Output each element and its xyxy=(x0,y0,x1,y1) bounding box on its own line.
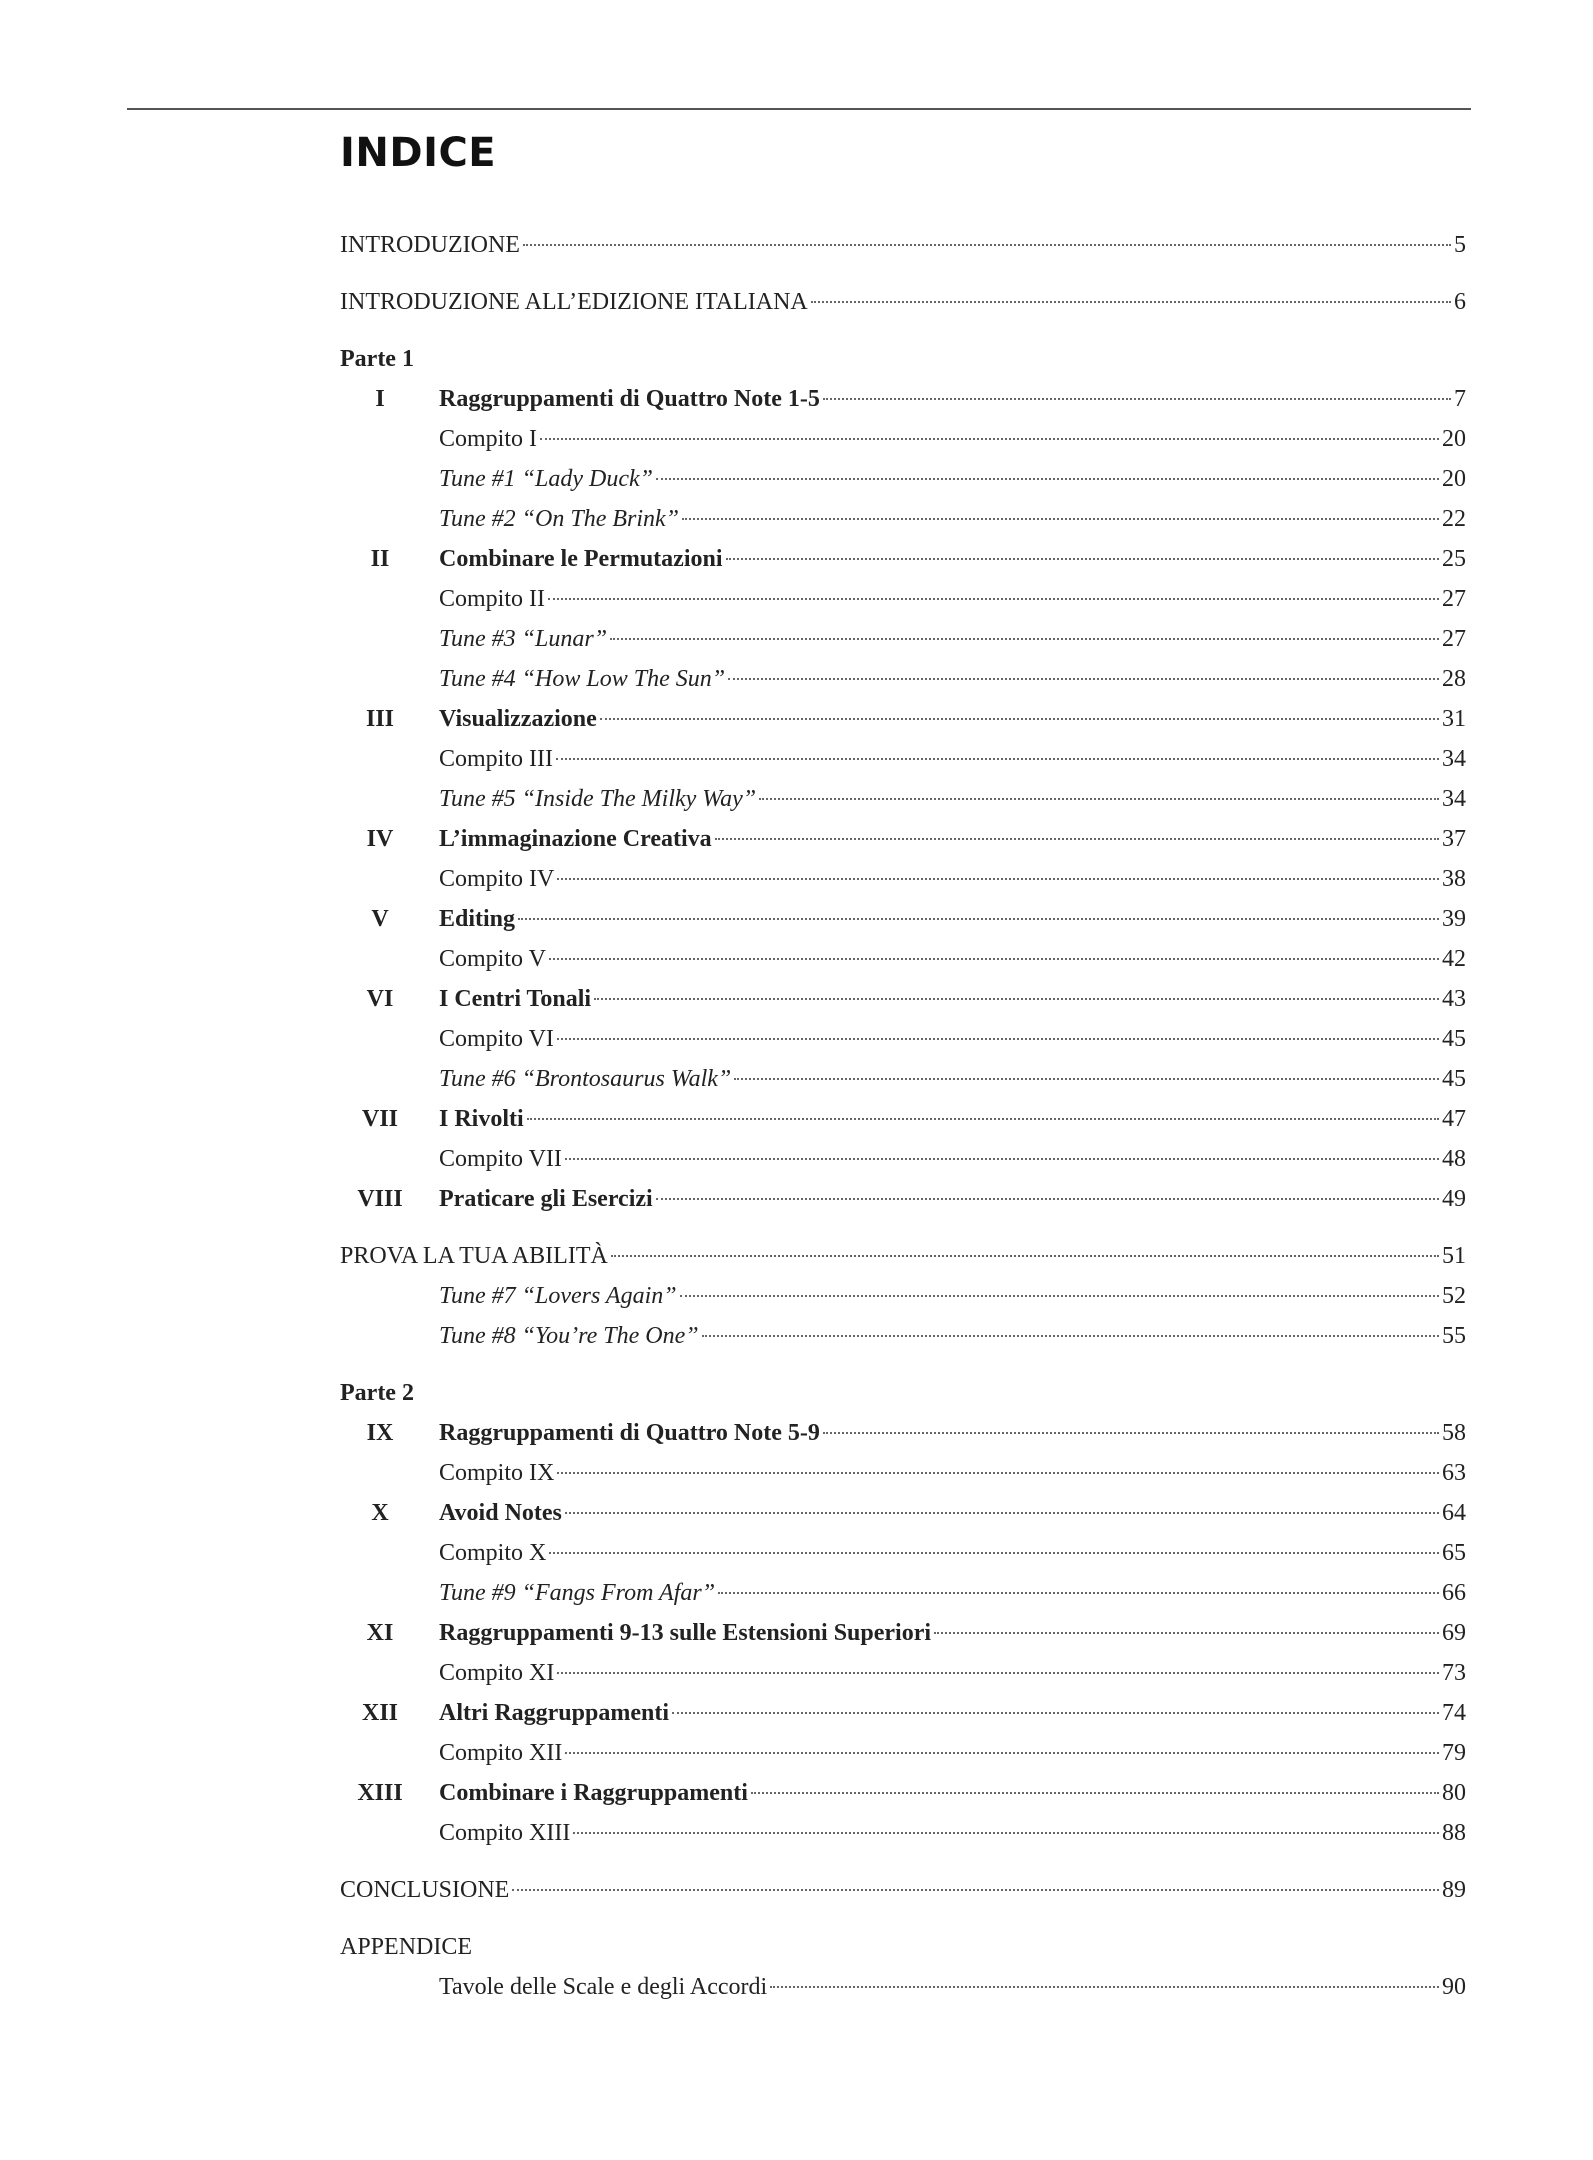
chapter-number: V xyxy=(371,906,389,932)
toc-page-number: 39 xyxy=(1442,906,1466,932)
toc-entry-title: Avoid Notes xyxy=(439,1500,562,1526)
toc-entry-title: Praticare gli Esercizi xyxy=(439,1186,653,1212)
chapter-number: X xyxy=(371,1500,389,1526)
dot-leader xyxy=(540,438,1439,440)
toc-entry-title: Tune #7 “Lovers Again” xyxy=(439,1283,677,1309)
toc-page-number: 73 xyxy=(1442,1660,1466,1686)
toc-page-number: 55 xyxy=(1442,1323,1466,1349)
toc-page-number: 69 xyxy=(1442,1620,1466,1646)
toc-entry[interactable] xyxy=(0,1813,1593,1853)
chapter-number: VII xyxy=(361,1106,398,1132)
toc-page-number: 79 xyxy=(1442,1740,1466,1766)
toc-entry-title: Tune #6 “Brontosaurus Walk” xyxy=(439,1066,732,1092)
toc-page-number: 42 xyxy=(1442,946,1466,972)
toc-entry-title: Combinare i Raggruppamenti xyxy=(439,1780,748,1806)
dot-leader xyxy=(680,1295,1439,1297)
toc-entry-title: Compito IX xyxy=(439,1460,555,1486)
toc-entry[interactable] xyxy=(0,539,1593,579)
toc-page-number: 66 xyxy=(1442,1580,1466,1606)
toc-entry-title: Altri Raggruppamenti xyxy=(439,1700,669,1726)
toc-page-number: 88 xyxy=(1442,1820,1466,1846)
chapter-number: IX xyxy=(366,1420,394,1446)
dot-leader xyxy=(656,478,1439,480)
toc-entry-title: INTRODUZIONE xyxy=(340,232,520,258)
dot-leader xyxy=(557,1672,1439,1674)
dot-leader xyxy=(518,918,1439,920)
dot-leader xyxy=(702,1335,1439,1337)
toc-section-heading: Parte 2 xyxy=(340,1380,414,1406)
dot-leader xyxy=(751,1792,1439,1794)
toc-entry-title: Raggruppamenti di Quattro Note 1-5 xyxy=(439,386,820,412)
toc-entry-title: Compito IV xyxy=(439,866,555,892)
toc-entry[interactable] xyxy=(0,499,1593,539)
dot-leader xyxy=(718,1592,1439,1594)
dot-leader xyxy=(549,1552,1439,1554)
dot-leader xyxy=(726,558,1439,560)
dot-leader xyxy=(734,1078,1439,1080)
toc-entry-title: Tune #3 “Lunar” xyxy=(439,626,608,652)
toc-entry[interactable] xyxy=(0,1493,1593,1533)
toc-entry[interactable] xyxy=(0,1316,1593,1356)
toc-page-number: 27 xyxy=(1442,586,1466,612)
dot-leader xyxy=(770,1986,1439,1988)
toc-entry[interactable] xyxy=(0,1453,1593,1493)
toc-entry[interactable] xyxy=(0,779,1593,819)
toc-page-number: 22 xyxy=(1442,506,1466,532)
toc-page-number: 51 xyxy=(1442,1243,1466,1269)
toc-entry-title: Tune #1 “Lady Duck” xyxy=(439,466,654,492)
dot-leader xyxy=(557,1472,1439,1474)
toc-page-number: 20 xyxy=(1442,466,1466,492)
toc-page-number: 25 xyxy=(1442,546,1466,572)
toc-entry-title: Compito XI xyxy=(439,1660,555,1686)
toc-entry[interactable] xyxy=(0,739,1593,779)
toc-entry[interactable] xyxy=(0,699,1593,739)
toc-page-number: 45 xyxy=(1442,1026,1466,1052)
toc-entry[interactable] xyxy=(0,899,1593,939)
toc-page-number: 45 xyxy=(1442,1066,1466,1092)
dot-leader xyxy=(594,998,1439,1000)
toc-page-number: 34 xyxy=(1442,786,1466,812)
toc-page-number: 89 xyxy=(1442,1877,1466,1903)
toc-page-number: 49 xyxy=(1442,1186,1466,1212)
toc-page-number: 6 xyxy=(1454,289,1466,315)
toc-entry[interactable] xyxy=(0,859,1593,899)
dot-leader xyxy=(759,798,1439,800)
dot-leader xyxy=(715,838,1439,840)
toc-entry-title: Tune #8 “You’re The One” xyxy=(439,1323,699,1349)
toc-entry[interactable] xyxy=(0,979,1593,1019)
toc-page-number: 52 xyxy=(1442,1283,1466,1309)
toc-entry-title: CONCLUSIONE xyxy=(340,1877,510,1903)
toc-entry[interactable] xyxy=(0,1967,1593,2007)
toc-entry-title: Raggruppamenti 9-13 sulle Estensioni Superiori xyxy=(439,1620,932,1646)
toc-entry-title: PROVA LA TUA ABILITÀ xyxy=(340,1243,608,1269)
toc-entry-title: Compito VI xyxy=(439,1026,554,1052)
dot-leader xyxy=(565,1752,1439,1754)
toc-entry[interactable] xyxy=(0,1413,1593,1453)
toc-entry[interactable] xyxy=(0,1733,1593,1773)
toc-entry[interactable] xyxy=(0,1019,1593,1059)
dot-leader xyxy=(527,1118,1439,1120)
dot-leader xyxy=(600,718,1439,720)
page-title: INDICE xyxy=(340,130,497,176)
dot-leader xyxy=(823,398,1451,400)
toc-entry-title: Tune #5 “Inside The Milky Way” xyxy=(439,786,757,812)
toc-section-heading: APPENDICE xyxy=(340,1934,473,1960)
toc-page-number: 20 xyxy=(1442,426,1466,452)
dot-leader xyxy=(610,638,1439,640)
toc-page-number: 63 xyxy=(1442,1460,1466,1486)
dot-leader xyxy=(656,1198,1439,1200)
dot-leader xyxy=(573,1832,1439,1834)
toc-entry[interactable] xyxy=(0,1099,1593,1139)
toc-entry[interactable] xyxy=(0,1870,1593,1910)
dot-leader xyxy=(611,1255,1439,1257)
toc-entry[interactable] xyxy=(0,619,1593,659)
toc-entry-title: Compito VII xyxy=(439,1146,562,1172)
toc-entry-title: I Centri Tonali xyxy=(439,986,592,1012)
toc-entry-title: Compito I xyxy=(439,426,538,452)
dot-leader xyxy=(728,678,1439,680)
toc-entry-title: Compito XII xyxy=(439,1740,563,1766)
dot-leader xyxy=(557,878,1439,880)
dot-leader xyxy=(823,1432,1439,1434)
toc-entry-title: Compito V xyxy=(439,946,546,972)
toc-entry-title: I Rivolti xyxy=(439,1106,524,1132)
chapter-number: IV xyxy=(366,826,394,852)
toc-page-number: 65 xyxy=(1442,1540,1466,1566)
toc-entry[interactable] xyxy=(0,1693,1593,1733)
toc-entry[interactable] xyxy=(0,1059,1593,1099)
toc-page-number: 80 xyxy=(1442,1780,1466,1806)
toc-page-number: 38 xyxy=(1442,866,1466,892)
toc-entry-title: L’immaginazione Creativa xyxy=(439,826,712,852)
toc-entry[interactable] xyxy=(0,1773,1593,1813)
toc-entry-title: Compito X xyxy=(439,1540,547,1566)
toc-entry[interactable] xyxy=(0,1613,1593,1653)
toc-entry-title: Tune #4 “How Low The Sun” xyxy=(439,666,726,692)
toc-page-number: 28 xyxy=(1442,666,1466,692)
toc-entry-title: Compito III xyxy=(439,746,553,772)
chapter-number: XII xyxy=(361,1700,398,1726)
dot-leader xyxy=(512,1889,1439,1891)
toc-page-number: 58 xyxy=(1442,1420,1466,1446)
chapter-number: XI xyxy=(366,1620,394,1646)
dot-leader xyxy=(549,958,1439,960)
toc-entry[interactable] xyxy=(0,379,1593,419)
toc-entry-title: Tune #9 “Fangs From Afar” xyxy=(439,1580,716,1606)
toc-entry[interactable] xyxy=(0,1533,1593,1573)
toc-entry-title: Raggruppamenti di Quattro Note 5-9 xyxy=(439,1420,820,1446)
toc-entry[interactable] xyxy=(0,1236,1593,1276)
toc-entry[interactable] xyxy=(0,1139,1593,1179)
toc-page-number: 31 xyxy=(1442,706,1466,732)
toc-page-number: 74 xyxy=(1442,1700,1466,1726)
toc-entry-title: Editing xyxy=(439,906,516,932)
toc-entry[interactable] xyxy=(0,282,1593,322)
toc-page-number: 48 xyxy=(1442,1146,1466,1172)
chapter-number: VI xyxy=(366,986,394,1012)
toc-page-number: 64 xyxy=(1442,1500,1466,1526)
dot-leader xyxy=(934,1632,1439,1634)
toc-page-number: 27 xyxy=(1442,626,1466,652)
dot-leader xyxy=(556,758,1439,760)
toc-entry-title: Compito II xyxy=(439,586,545,612)
toc-entry[interactable] xyxy=(0,459,1593,499)
dot-leader xyxy=(682,518,1439,520)
toc-entry-title: Tune #2 “On The Brink” xyxy=(439,506,680,532)
dot-leader xyxy=(811,301,1451,303)
toc-page-number: 34 xyxy=(1442,746,1466,772)
toc-entry[interactable] xyxy=(0,819,1593,859)
dot-leader xyxy=(565,1512,1439,1514)
toc-page-number: 7 xyxy=(1454,386,1466,412)
dot-leader xyxy=(565,1158,1439,1160)
toc-entry-title: INTRODUZIONE ALL’EDIZIONE ITALIANA xyxy=(340,289,808,315)
chapter-number: III xyxy=(365,706,395,732)
toc-entry[interactable] xyxy=(0,1179,1593,1219)
toc-page-number: 37 xyxy=(1442,826,1466,852)
chapter-number: II xyxy=(370,546,390,572)
chapter-number: I xyxy=(375,386,385,412)
toc-page-number: 5 xyxy=(1454,232,1466,258)
toc-page-number: 47 xyxy=(1442,1106,1466,1132)
toc-page-number: 43 xyxy=(1442,986,1466,1012)
chapter-number: VIII xyxy=(357,1186,403,1212)
toc-entry[interactable] xyxy=(0,1653,1593,1693)
toc-entry-title: Combinare le Permutazioni xyxy=(439,546,723,572)
dot-leader xyxy=(672,1712,1439,1714)
toc-entry[interactable] xyxy=(0,225,1593,265)
toc-entry[interactable] xyxy=(0,1573,1593,1613)
chapter-number: XIII xyxy=(357,1780,403,1806)
toc-entry[interactable] xyxy=(0,579,1593,619)
dot-leader xyxy=(548,598,1439,600)
toc-section-heading: Parte 1 xyxy=(340,346,414,372)
toc-entry-title: Visualizzazione xyxy=(439,706,597,732)
toc-entry[interactable] xyxy=(0,1276,1593,1316)
toc-entry[interactable] xyxy=(0,939,1593,979)
dot-leader xyxy=(523,244,1451,246)
toc-entry-title: Tavole delle Scale e degli Accordi xyxy=(439,1974,768,2000)
toc-page-number: 90 xyxy=(1442,1974,1466,2000)
toc-entry-title: Compito XIII xyxy=(439,1820,571,1846)
dot-leader xyxy=(557,1038,1439,1040)
toc-entry[interactable] xyxy=(0,659,1593,699)
toc-entry[interactable] xyxy=(0,419,1593,459)
